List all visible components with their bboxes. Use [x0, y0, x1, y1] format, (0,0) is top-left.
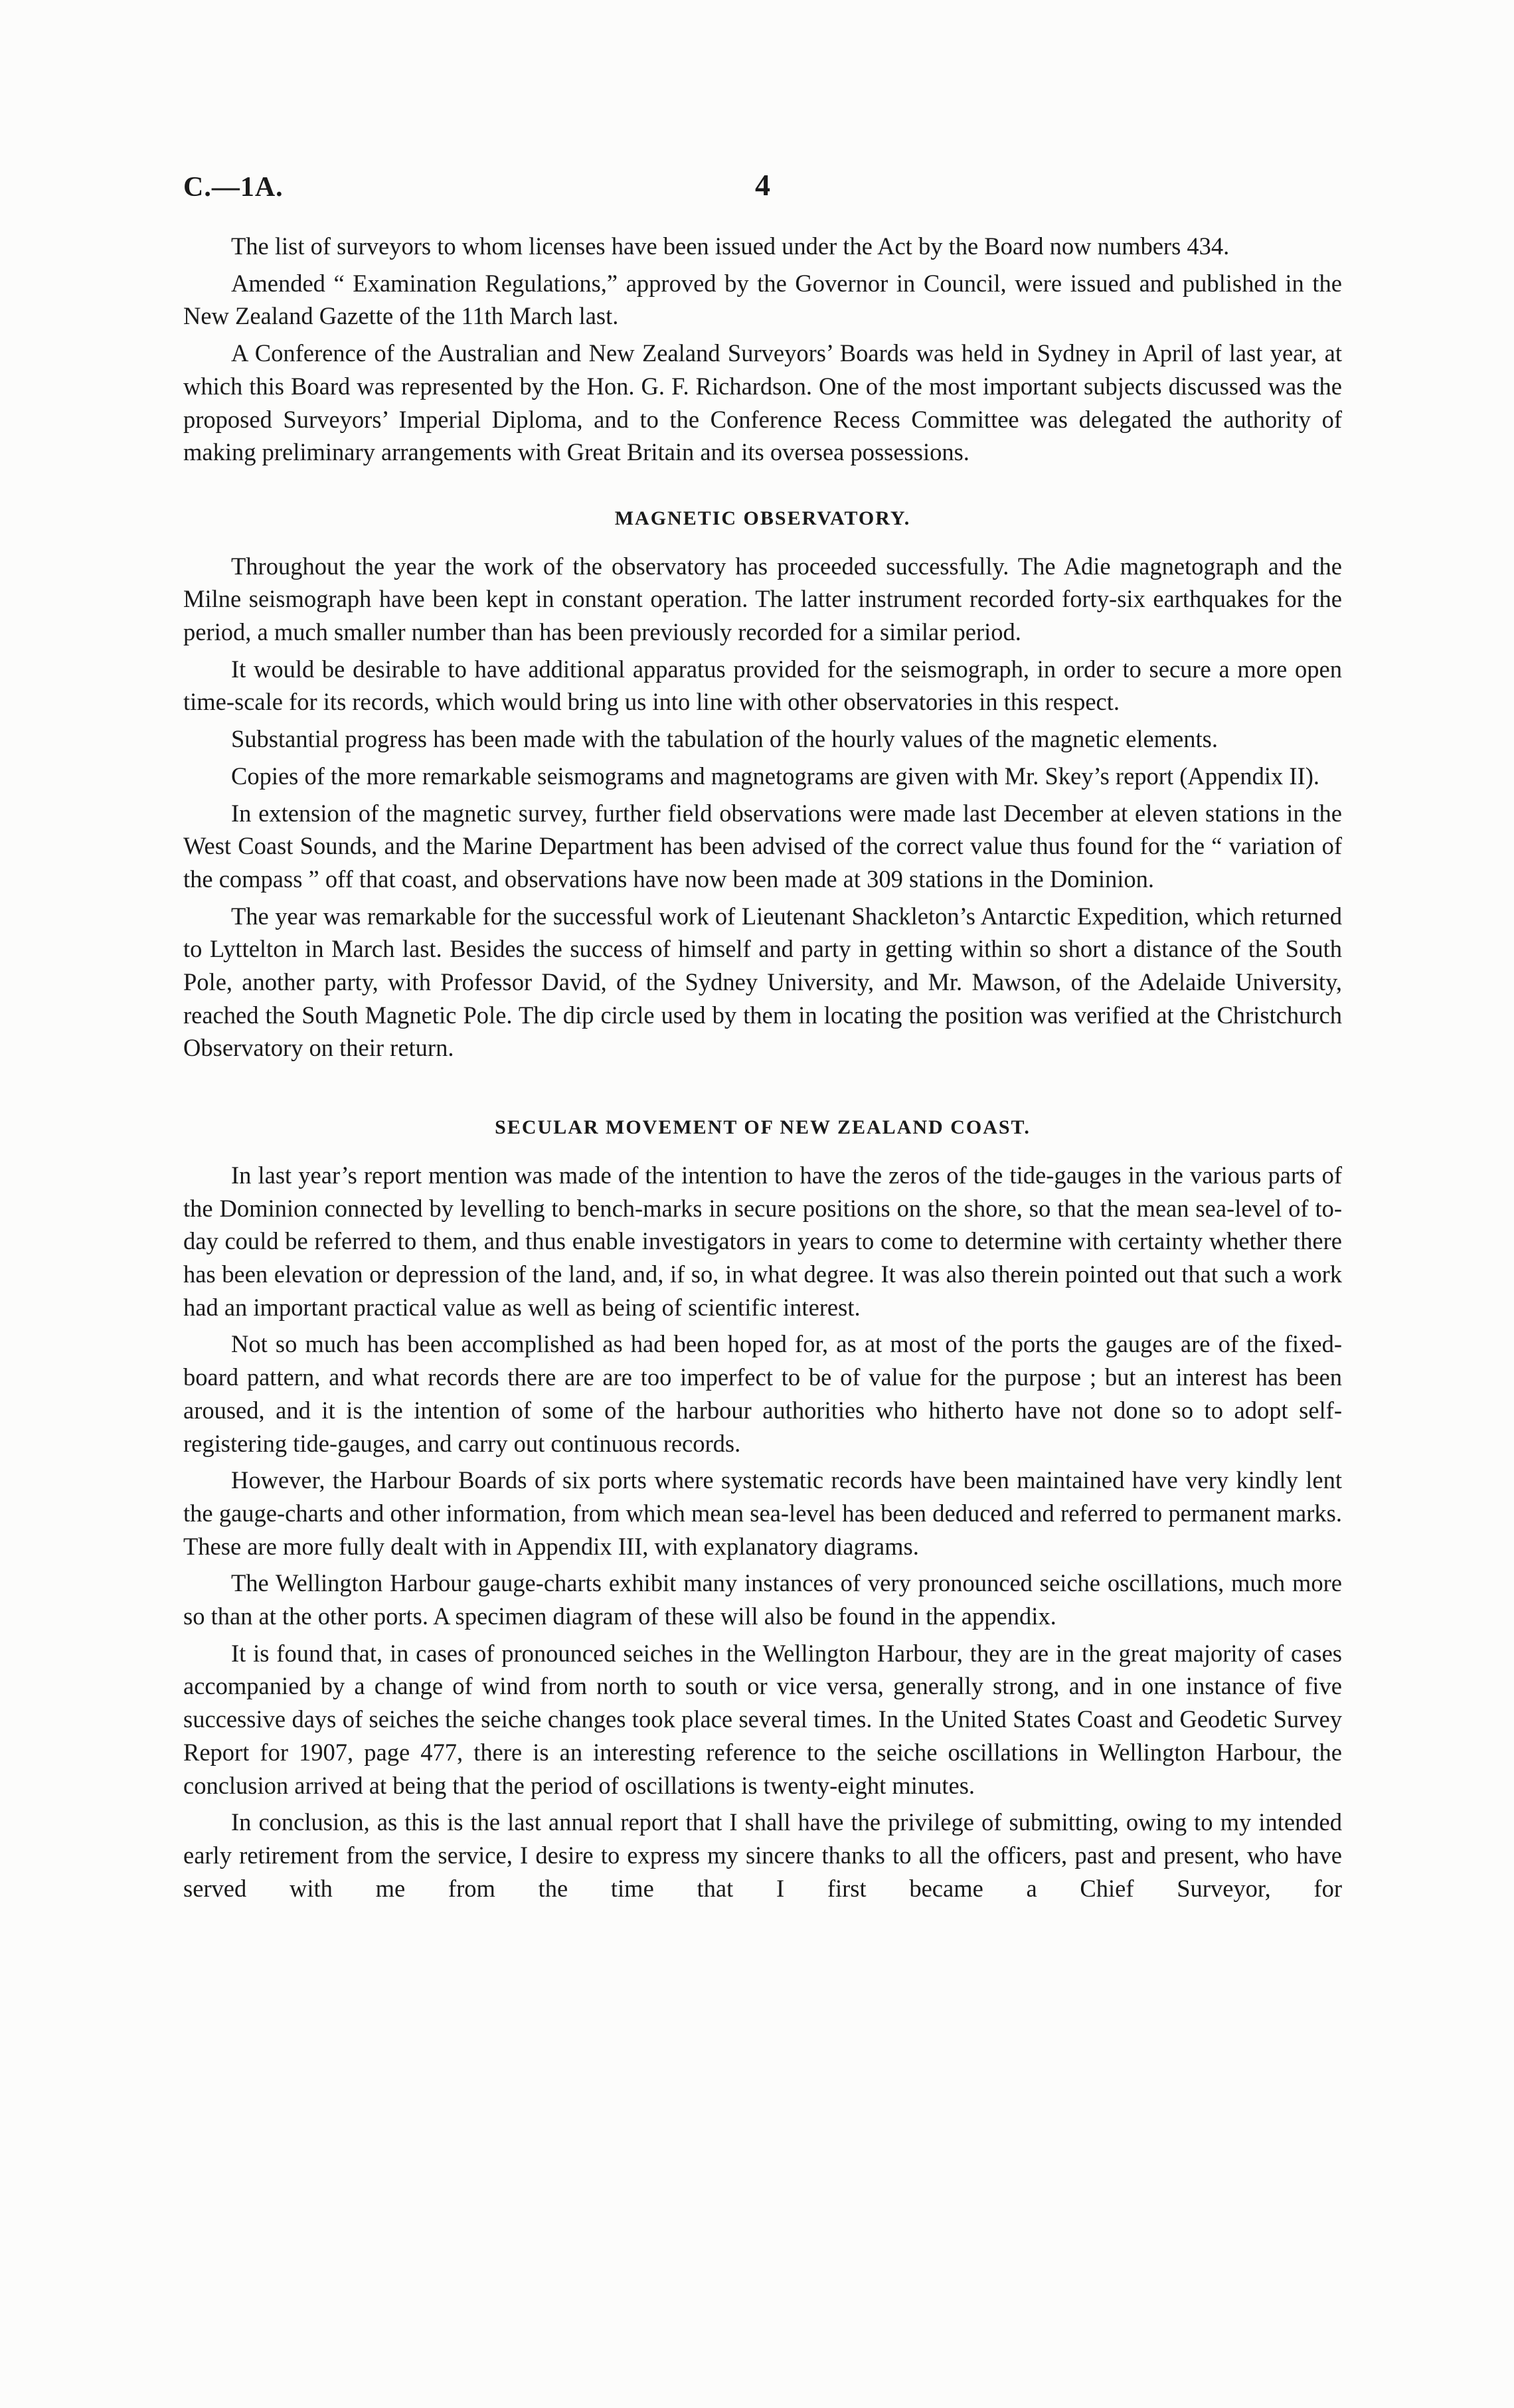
paragraph-regulations: Amended “ Examination Regulations,” approved by the Governor in Council, were issued and published in the New Zealand Gazette of the 11th March last.: [183, 269, 1342, 330]
document-reference: C.—1A.: [183, 172, 284, 203]
paragraph-tabulation: Substantial progress has been made with the tabulation of the hourly values of the magnetic elements.: [231, 725, 1218, 753]
paragraph-seismograph-apparatus: It would be desirable to have additional apparatus provided for the seismograph, in order to secure a more open time-scale for its records, which would bring us into line with other observatories in this respect.: [183, 655, 1342, 716]
paragraph-seiche-oscillations: The Wellington Harbour gauge-charts exhibit many instances of very pronounced seiche oscillations, much more so than at the other ports. A specimen diagram of these will also be found in the appendix.: [183, 1569, 1342, 1630]
paragraph-fixed-board: Not so much has been accomplished as had been hoped for, as at most of the ports the gauges are of the fixed-board pattern, and what records there are are too imperfect to be of value for the purpose ; but an interest has been aroused, and it is the intention of some of the harbour authorities who hitherto have not done so to adopt self-registering tide-gauges, and carry out continuous records.: [183, 1330, 1342, 1457]
paragraph-licenses: The list of surveyors to whom licenses have been issued under the Act by the Board now numbers 434.: [231, 232, 1230, 260]
paragraph-tide-gauges: In last year’s report mention was made of the intention to have the zeros of the tide-gauges in the various parts of the Dominion connected by levelling to bench-marks in secure positions on the shore, so that the mean sea-level of to-day could be referred to them, and thus enable investigators in years to come to determine with certainty whether there has been elevation or depression of the land, and, if so, in what degree. It was also therein pointed out that such a work had an important practical value as well as being of scientific interest.: [183, 1161, 1342, 1321]
paragraph-conference: A Conference of the Australian and New Zealand Surveyors’ Boards was held in Sydney in April of last year, at which this Board was represented by the Hon. G. F. Richardson. One of the most important subjects discussed was the proposed Surveyors’ Imperial Diploma, and to the Conference Recess Committee was delegated the authority of making preliminary arrangements with Great Britain and its oversea possessions.: [183, 339, 1342, 466]
paragraph-seiche-wind: It is found that, in cases of pronounced seiches in the Wellington Harbour, they are in the great majority of cases accompanied by a change of wind from north to south or vice versa, generally strong, and in one instance of five successive days of seiches the seiche changes took place several times. In the United States Coast and Geodetic Survey Report for 1907, page 477, there is an interesting reference to the seiche oscillations in Wellington Harbour, the conclusion arrived at being that the period of oscillations is twenty-eight minutes.: [183, 1639, 1342, 1799]
heading-magnetic-observatory: MAGNETIC OBSERVATORY.: [614, 507, 911, 529]
running-header: [183, 168, 1342, 211]
heading-secular-movement: SECULAR MOVEMENT OF NEW ZEALAND COAST.: [495, 1116, 1031, 1139]
paragraph-conclusion: In conclusion, as this is the last annual report that I shall have the privilege of submitting, owing to my intended early retirement from the service, I desire to express my sincere thanks to all the officers, past and present, who have served with me from the time that I first became a Chief Surveyor, for: [183, 1808, 1342, 1902]
paragraph-observatory-work: Throughout the year the work of the observatory has proceeded successfully. The Adie magnetograph and the Milne seismograph have been kept in constant operation. The latter instrument recorded forty-six earthquakes for the period, a much smaller number than has been previously recorded for a similar period.: [183, 552, 1342, 646]
paragraph-seismograms: Copies of the more remarkable seismograms and magnetograms are given with Mr. Skey’s report (Appendix II).: [231, 762, 1320, 790]
paragraph-harbour-boards: However, the Harbour Boards of six ports where systematic records have been maintained have very kindly lent the gauge-charts and other information, from which mean sea-level has been deduced and referred to permanent marks. These are more fully dealt with in Appendix III, with explanatory diagrams.: [183, 1466, 1342, 1560]
page-number: 4: [755, 168, 770, 202]
body-text: [183, 230, 1342, 1905]
paragraph-shackleton: The year was remarkable for the successful work of Lieutenant Shackleton’s Antarctic Expedition, which returned to Lyttelton in March last. Besides the success of himself and party in getting within so short a distance of the South Pole, another party, with Professor David, of the Sydney University, and Mr. Mawson, of the Adelaide University, reached the South Magnetic Pole. The dip circle used by them in locating the position was verified at the Christchurch Observatory on their return.: [183, 902, 1342, 1062]
paragraph-magnetic-survey: In extension of the magnetic survey, further field observations were made last December at eleven stations in the West Coast Sounds, and the Marine Department has been advised of the correct value thus found for the “ variation of the compass ” off that coast, and observations have now been made at 309 stations in the Dominion.: [183, 799, 1342, 893]
